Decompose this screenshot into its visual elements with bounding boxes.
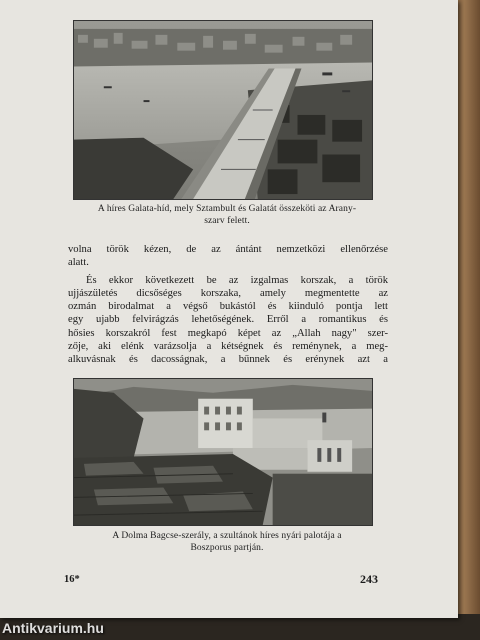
signature-mark: 16* [64, 574, 80, 585]
watermark-text: Antikvarium.hu [2, 620, 104, 636]
bottom-photo-caption [54, 530, 400, 554]
dolmabahce-palace-photo [73, 378, 373, 526]
top-caption-line-2: szarv felett. [204, 216, 250, 226]
body-line: alatt. [68, 257, 89, 269]
body-line: ozmán birodalmat a végső bukástól és kiinduló pontja lett [68, 301, 388, 313]
body-line: volna török kézen, de az ántánt nemzetközi ellenőrzése [68, 244, 388, 255]
galata-bridge-photo [73, 20, 373, 200]
page-number: 243 [360, 572, 378, 586]
body-line: alkuvásnak és dacosságnak, a bűnnek és erénynek azt a [68, 354, 388, 366]
top-caption-line-1: A híres Galata-híd, mely Sztambult és Galatát összeköti az Arany- [97, 204, 357, 214]
bottom-caption-line-1: A Dolma Bagcse-szerály, a szultánok híres nyári palotája a [112, 531, 342, 541]
body-line: egy ujabb felvirágzás lehetőségének. Erről a romantikus és [68, 314, 388, 326]
bottom-caption-line-2: Boszporus partján. [190, 543, 264, 553]
top-photo-caption [62, 203, 392, 227]
body-paragraphs [68, 243, 388, 367]
body-line: És ekkor következett be az izgalmas korszak, a török [86, 274, 388, 286]
body-line: ujjászületés dicsőséges korszaka, amely megmentette az [68, 287, 388, 299]
body-line: hősies korszakról fest megkapó képet az „Allah nagy" szer- [68, 327, 388, 339]
body-line: zője, aki elénk varázsolja a kétségnek és reménynek, a meg- [68, 341, 388, 353]
